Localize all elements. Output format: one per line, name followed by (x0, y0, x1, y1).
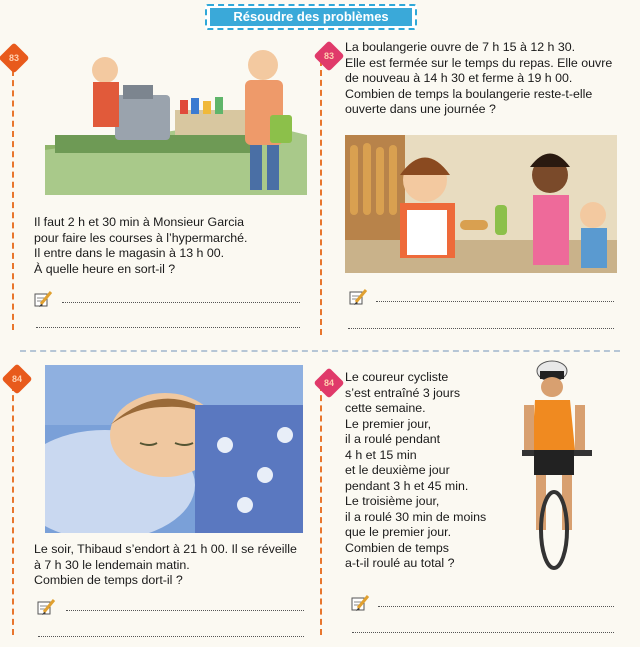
problem-1-text: Il faut 2 h et 30 min à Monsieur Garcia pour faire les courses à l’hypermarché. Il entre dans le magasin à 13 h 00. À quelle heure en sort-il ? (34, 215, 248, 276)
problem-badge: 83 (0, 42, 30, 73)
answer-line[interactable] (376, 301, 614, 302)
answer-line[interactable] (66, 610, 304, 611)
answer-line[interactable] (378, 606, 614, 607)
pencil-notepad-icon (36, 598, 56, 616)
page-title-frame (205, 4, 417, 30)
center-divider-bottom (320, 385, 322, 635)
supermarket-checkout-illustration (45, 40, 307, 195)
bakery-illustration (345, 135, 617, 273)
answer-line[interactable] (38, 636, 304, 637)
problem-2-text: La boulangerie ouvre de 7 h 15 à 12 h 30. Elle est fermée sur le temps du repas. Elle ouvre de nouveau à 14 h 30 et ferme à 19 h 00. Combien de temps la boulangerie reste-t-elle ouverte dans une journée ? (345, 40, 613, 116)
sleeping-boy-photo (45, 365, 303, 533)
row-separator (20, 350, 620, 352)
answer-line[interactable] (352, 632, 614, 633)
problem-3-text: Le soir, Thibaud s’endort à 21 h 00. Il se réveille à 7 h 30 le lendemain matin. Combien de temps dort-il ? (34, 542, 297, 587)
answer-line[interactable] (36, 327, 300, 328)
answer-line[interactable] (348, 328, 614, 329)
problem-badge: 83 (313, 40, 344, 71)
problem-badge: 84 (313, 367, 344, 398)
left-margin-divider (12, 70, 14, 330)
left-margin-divider-bottom (12, 385, 14, 635)
cyclist-photo (520, 355, 620, 570)
pencil-notepad-icon (348, 288, 368, 306)
answer-line[interactable] (62, 302, 300, 303)
problem-badge: 84 (1, 363, 32, 394)
page-title: Résoudre des problèmes (210, 8, 412, 26)
pencil-notepad-icon (33, 290, 53, 308)
pencil-notepad-icon (350, 594, 370, 612)
problem-4-text: Le coureur cycliste s’est entraîné 3 jours cette semaine. Le premier jour, il a roulé pendant 4 h et 15 min et le deuxième jour pendant 3 h et 45 min. Le troisième jour, il a roulé 30 min de moins que le premier jour. Combien de temps a-t-il roulé au total ? (345, 370, 487, 570)
center-divider-top (320, 60, 322, 335)
